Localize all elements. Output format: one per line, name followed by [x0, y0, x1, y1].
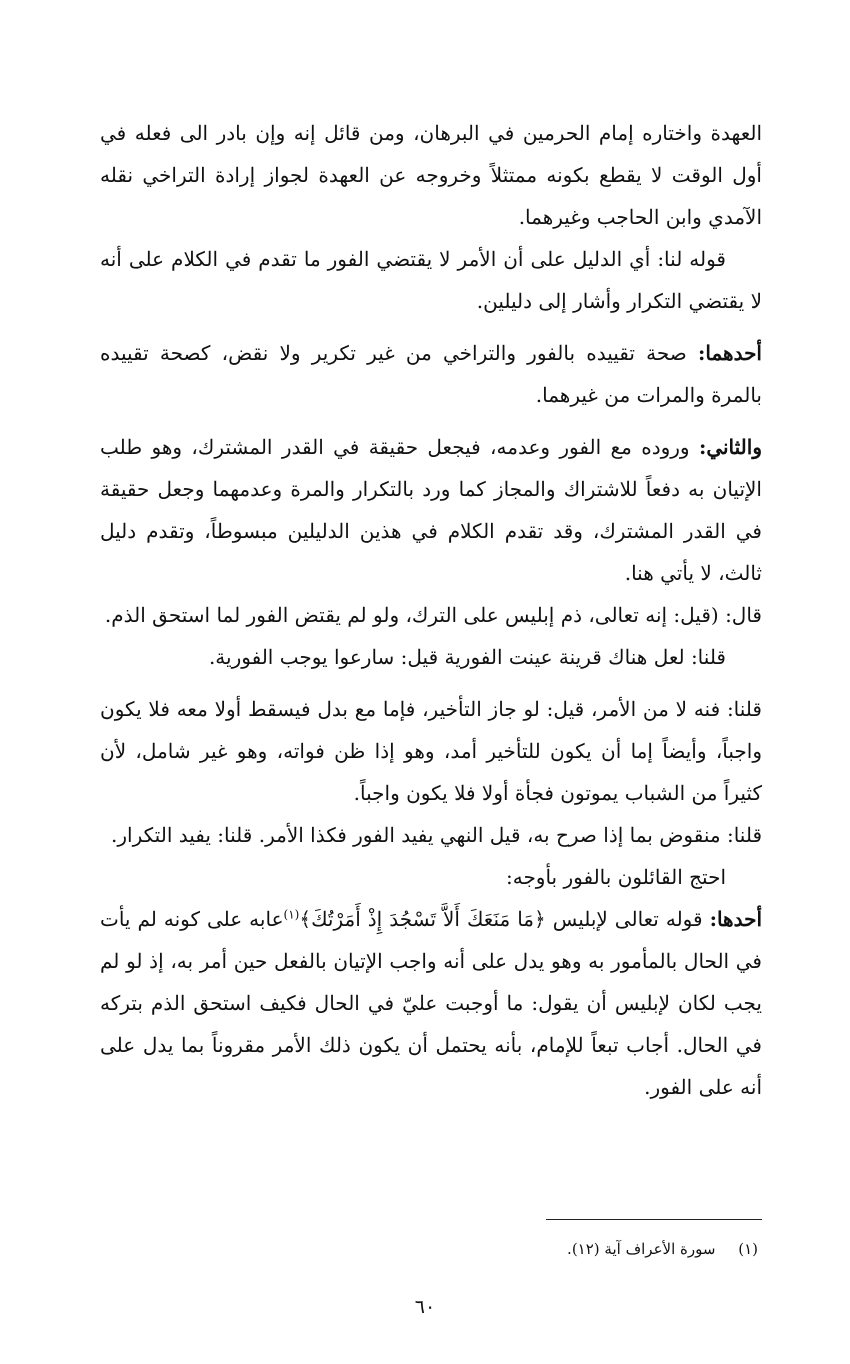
footnote-divider: [546, 1219, 762, 1220]
paragraph-lead: والثاني:: [698, 435, 762, 459]
paragraph-10: [100, 898, 762, 1108]
paragraph-text: قال: (قيل: إنه تعالى، ذم إبليس على الترك، ولو لم يقتض الفور لما استحق الذم.: [104, 603, 762, 627]
paragraph-1: [100, 112, 762, 238]
paragraph-9: [100, 856, 762, 898]
footnote: [100, 1238, 758, 1260]
quran-quote: قوله تعالى لإبليس ﴿مَا مَنَعَكَ أَلاَّ تَسْجُدَ إِذْ أَمَرْتُكَ﴾: [299, 907, 703, 931]
paragraph-text: قلنا: منقوض بما إذا صرح به، قيل النهي يفيد الفور فكذا الأمر. قلنا: يفيد التكرار.: [111, 823, 762, 847]
paragraph-8: [100, 814, 762, 856]
paragraph-5: [100, 594, 762, 636]
paragraph-6: [100, 636, 762, 678]
paragraph-text: عابه على كونه لم يأت في الحال بالمأمور به وهو يدل على أنه واجب الإتيان بالفعل حين أمر به، إذ لو لم يجب لكان لإبليس أن يقول: ما أوجبت عليّ في الحال فكيف استحق الذم بتركه في الحال. أجاب تبعاً للإمام، بأنه يحتمل أن يكون ذلك الأمر مقروناً بما يدل على أنه على الفور.: [100, 907, 762, 1099]
footnote-number: (١): [738, 1240, 758, 1258]
footnote-reference[interactable]: (١): [283, 907, 300, 922]
paragraph-text: قوله لنا: أي الدليل على أن الأمر لا يقتضي الفور ما تقدم في الكلام على أنه لا يقتضي التكرار وأشار إلى دليلين.: [100, 247, 762, 313]
paragraph-text: قلنا: لعل هناك قرينة عينت الفورية قيل: سارعوا يوجب الفورية.: [208, 645, 726, 669]
paragraph-2: [100, 238, 762, 322]
paragraph-text: صحة تقييده بالفور والتراخي من غير تكرير ولا نقض، كصحة تقييده بالمرة والمرات من غيرهما.: [100, 341, 762, 407]
main-text: [100, 112, 762, 1108]
paragraph-text: احتج القائلون بالفور بأوجه:: [505, 865, 726, 889]
paragraph-text: وروده مع الفور وعدمه، فيجعل حقيقة في القدر المشترك، وهو طلب الإتيان به دفعاً للاشتراك والمجاز كما ورد بالتكرار والمرة وعدمهما وجعل حقيقة في القدر المشترك، وقد تقدم الكلام في هذين الدليلين مبسوطاً، وتقدم دليل ثالث، لا يأتي هنا.: [100, 435, 762, 585]
paragraph-4: [100, 426, 762, 594]
paragraph-7: [100, 688, 762, 814]
page-number: ٦٠: [414, 1296, 436, 1318]
paragraph-text: العهدة واختاره إمام الحرمين في البرهان، ومن قائل إنه وإن بادر الى فعله في أول الوقت لا يقطع بكونه ممتثلاً وخروجه عن العهدة لجواز إرادة التراخي نقله الآمدي وابن الحاجب وغيرهما.: [100, 121, 762, 229]
paragraph-lead: أحدهما:: [697, 341, 762, 365]
footnote-text: سورة الأعراف آية (١٢).: [567, 1240, 716, 1258]
paragraph-lead: أحدها:: [709, 907, 763, 931]
paragraph-3: [100, 332, 762, 416]
paragraph-text: قلنا: فنه لا من الأمر، قيل: لو جاز التأخير، فإما مع بدل فيسقط أولا معه فلا يكون واجباً، وأيضاً إما أن يكون للتأخير أمد، وهو إذا ظن فواته، وهو غير شامل، لأن كثيراً من الشباب يموتون فجأة أولا فلا يكون واجباً.: [100, 697, 762, 805]
